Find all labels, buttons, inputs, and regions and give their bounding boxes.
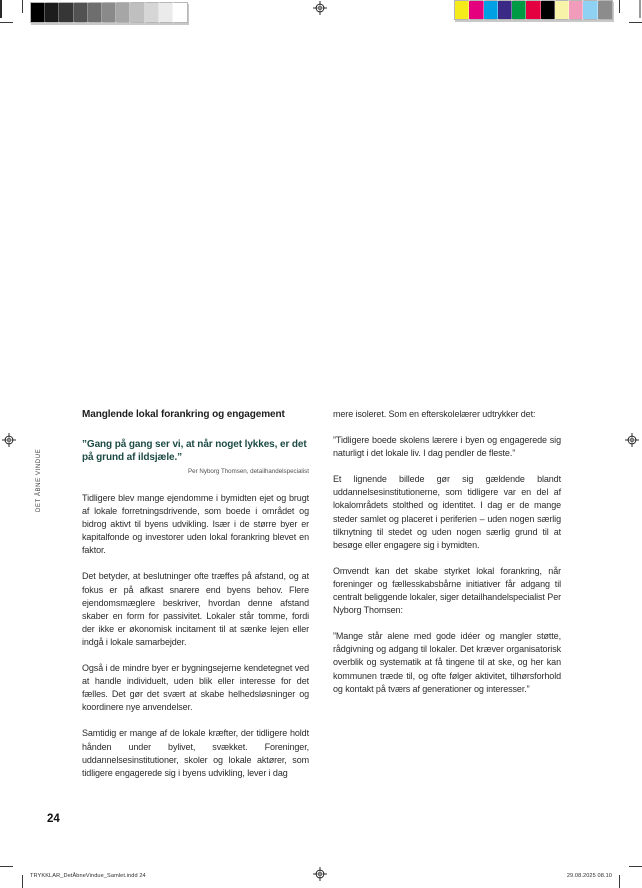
crop-mark-bottom-left-v — [22, 875, 23, 888]
color-swatch — [512, 1, 526, 19]
color-swatch — [526, 1, 540, 19]
body-paragraph: Samtidig er mange af de lokale kræfter, der tidligere holdt hånden under bylivet, svækket. Foreninger, uddannelsesinstitutioner, skoler og lokale aktører, som tidligere engagerede sig i byens udvikling, lever i dag — [82, 728, 309, 778]
crop-mark-top-left-v — [22, 0, 23, 13]
body-paragraph: Et lignende billede gør sig gældende blandt uddannelsesinstitutionerne, som tidligere var en del af lokalområdets stolthed og identitet. I dag er de mange steder samlet og placeret i periferien – uden nogen særlig tilknytning til stedet og uden nogen særlig grund til at besøge eller engagere sig i bymidten. — [333, 474, 561, 550]
color-swatch — [455, 1, 469, 19]
body-paragraph: Omvendt kan det skabe styrket lokal forankring, når foreninger og fællesskabsbårne initiativer får adgang til centralt beliggende lokaler, siger detailhandelspecialist Per Nyborg Thomsen: — [333, 565, 561, 616]
page-number: 24 — [47, 813, 60, 825]
crop-mark-bottom-left-h — [0, 866, 13, 867]
color-swatch — [484, 1, 498, 19]
crop-mark-bottom-right-h — [629, 866, 642, 867]
crop-mark-top-right-v — [619, 0, 620, 13]
body-paragraph: Det betyder, at beslutninger ofte træffes på afstand, og at fokus er på afkast snarere end byens behov. Flere ejendomsmæglere beskriver, hvordan denne afstand skaber en form for passivitet. Lokaler står tomme, fordi der ikke er økonomisk incitament til at sænke lejen eller indgå i lokale samarbejder. — [82, 571, 309, 647]
crop-mark-bottom-right-v — [619, 875, 620, 888]
body-paragraph: ”Tidligere boede skolens lærere i byen og engagerede sig naturligt i det lokale liv. I dag pendler de fleste.” — [333, 435, 561, 459]
color-swatch — [74, 3, 88, 22]
color-swatch — [116, 3, 130, 22]
color-swatch — [469, 1, 483, 19]
color-swatch — [102, 3, 116, 22]
vertical-margin-label: DET ÅBNE VINDUE — [36, 448, 42, 512]
color-swatch — [145, 3, 159, 22]
color-swatch — [498, 1, 512, 19]
color-calibration-bar — [454, 0, 613, 20]
pull-quote-attribution: Per Nyborg Thomsen, detailhandelspecialist — [188, 468, 309, 475]
body-paragraph: Tidligere blev mange ejendomme i bymidten ejet og brugt af lokale forretningsdrivende, som boede i området og bidrog aktivt til byens udvikling. Især i de større byer er kapitalfonde og investorer uden lokal forankring blevet en faktor. — [82, 493, 309, 556]
registration-mark-icon — [313, 1, 327, 15]
grayscale-calibration-bar — [30, 2, 188, 23]
right-bleed-tick — [639, 0, 641, 18]
registration-mark-icon — [313, 867, 327, 881]
crop-mark-top-left-h — [0, 22, 13, 23]
left-bleed-tick — [0, 0, 2, 18]
body-paragraph: mere isoleret. Som en efterskolelærer udtrykker det: — [333, 409, 536, 419]
registration-mark-icon — [625, 433, 639, 447]
color-swatch — [569, 1, 583, 19]
registration-mark-icon — [2, 433, 16, 447]
color-swatch — [159, 3, 173, 22]
article-right-column — [333, 408, 561, 709]
color-swatch — [88, 3, 102, 22]
crop-mark-top-right-h — [629, 22, 642, 23]
color-swatch — [598, 1, 612, 19]
color-swatch — [31, 3, 45, 22]
slug-datetime: 29.08.2025 08.10 — [566, 873, 612, 879]
body-paragraph: ”Mange står alene med gode idéer og mangler støtte, rådgivning og adgang til lokaler. Det kræver organisatorisk overblik og systematik at få tingene til at ske, og her kan kommunen træde til, og ofte følger aktivitet, tilhørsforhold og kontakt på tværs af generationer og interesser.” — [333, 631, 561, 694]
pull-quote: ”Gang på gang ser vi, at når noget lykkes, er det på grund af ildsjæle.” — [82, 439, 307, 463]
color-swatch — [583, 1, 597, 19]
color-swatch — [45, 3, 59, 22]
section-heading: Manglende lokal forankring og engagement — [82, 409, 285, 420]
color-swatch — [541, 1, 555, 19]
color-swatch — [59, 3, 73, 22]
color-swatch — [173, 3, 187, 22]
color-swatch — [555, 1, 569, 19]
article-left-column — [82, 408, 309, 793]
body-paragraph: Også i de mindre byer er bygningsejerne kendetegnet ved at handle individuelt, uden blik eller interesse for det fælles. Det gør det svært at skabe helhedsløsninger og koordinere nye anvendelser. — [82, 663, 309, 713]
slug-file-info: TRYKKLAR_DetÅbneVindue_Samlet.indd 24 — [30, 873, 146, 879]
color-swatch — [130, 3, 144, 22]
